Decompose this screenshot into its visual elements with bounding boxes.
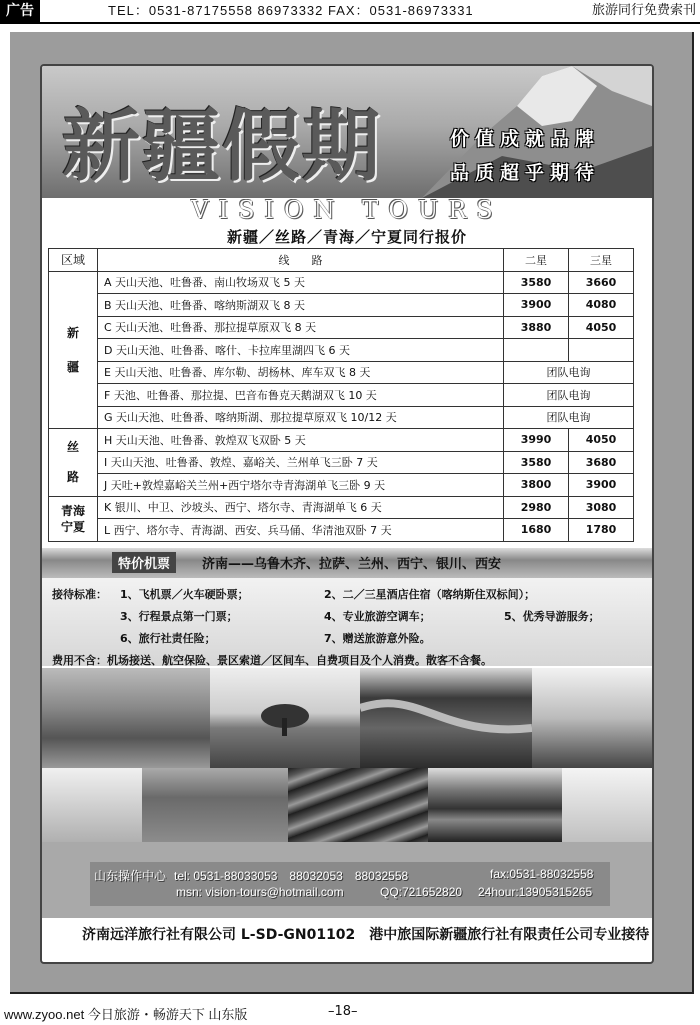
standard-item: 1、飞机票／火车硬卧票；: [120, 588, 249, 601]
mountain-lake-photo: [428, 768, 562, 842]
route-cell: G 天山天池、吐鲁番、喀纳斯湖、那拉提草原双飞 10/12 天: [98, 406, 504, 429]
header-three-star: 三星: [569, 249, 634, 272]
price-two-star: 3990: [504, 429, 569, 452]
standard-item: 6、旅行社责任险；: [120, 632, 216, 645]
price-three-star: 4050: [569, 316, 634, 339]
table-row: [49, 496, 634, 519]
banner-title: 新疆假期: [62, 101, 383, 192]
price-three-star: 4050: [569, 429, 634, 452]
slogan-line-1: 价值成就品牌: [450, 128, 601, 150]
table-row: [49, 474, 634, 497]
price-three-star: 3900: [569, 474, 634, 497]
table-row: [49, 294, 634, 317]
route-cell: H 天山天池、吐鲁番、敦煌双飞双卧 5 天: [98, 429, 504, 452]
banner: [42, 66, 652, 198]
table-row: [49, 519, 634, 542]
route-cell: B 天山天池、吐鲁番、喀纳斯湖双飞 8 天: [98, 294, 504, 317]
table-row: [49, 451, 634, 474]
route-cell: C 天山天池、吐鲁番、那拉提草原双飞 8 天: [98, 316, 504, 339]
ad-label: 广告: [0, 0, 40, 22]
standard-item: 2、二／三星酒店住宿（喀纳斯住双标间）；: [324, 588, 536, 601]
table-row: [49, 339, 634, 362]
cloud-photo: [562, 768, 652, 842]
river-icon: [360, 668, 532, 768]
price-two-star: 3800: [504, 474, 569, 497]
price-table-header: [49, 249, 634, 272]
price-two-star: 2980: [504, 496, 569, 519]
route-cell: L 西宁、塔尔寺、青海湖、西安、兵马俑、华清池双卧 7 天: [98, 519, 504, 542]
price-two-star: 1680: [504, 519, 569, 542]
price-two-star: [504, 339, 569, 362]
sand-dunes-photo: [288, 768, 428, 842]
header-region: 区域: [49, 249, 98, 272]
price-three-star: [569, 339, 634, 362]
slogan-line-2: 品质超乎期待: [450, 162, 601, 184]
region-silk-road: 丝 路: [49, 429, 98, 497]
price-table-title: 新疆／丝路／青海／宁夏同行报价: [226, 228, 467, 246]
contact-fax: fax:0531-88032558: [490, 867, 594, 881]
table-row: [49, 271, 634, 294]
river-valley-photo: [360, 668, 532, 768]
tree-icon: [210, 668, 360, 768]
operation-center: 山东操作中心: [94, 869, 167, 883]
header-contact: TEL：0531-87175558 86973332 FAX：0531-86973331: [108, 3, 474, 18]
table-row: [49, 384, 634, 407]
table-row: [49, 361, 634, 384]
price-three-star: 4080: [569, 294, 634, 317]
special-fare-destinations: 济南——乌鲁木齐、拉萨、兰州、西宁、银川、西安: [202, 557, 502, 572]
contact-hotline: 24hour:13905315265: [478, 885, 593, 899]
special-fare-tag: 特价机票: [112, 552, 176, 573]
grassland-road-photo: [142, 768, 288, 842]
group-inquiry: 团队电询: [504, 361, 634, 384]
price-two-star: 3880: [504, 316, 569, 339]
group-inquiry: 团队电询: [504, 406, 634, 429]
contact-qq: QQ:721652820: [380, 885, 463, 899]
table-row: [49, 406, 634, 429]
river-forest-photo: [42, 668, 210, 768]
contact-tel: tel: 0531-88033053 88032053 88032558: [174, 869, 409, 883]
footer-site: www.zyoo.net 今日旅游・畅游天下 山东版: [4, 1007, 248, 1022]
agency-line: 济南远洋旅行社有限公司 L-SD-GN01102 港中旅国际新疆旅行社有限责任公司专业接待: [82, 927, 650, 943]
price-three-star: 3660: [569, 271, 634, 294]
group-inquiry: 团队电询: [504, 384, 634, 407]
region-xinjiang: 新 疆: [49, 271, 98, 429]
brand-logo: VISION TOURS: [191, 199, 503, 221]
header-index-label: 旅游同行免费索刊: [591, 3, 696, 18]
route-cell: D 天山天池、吐鲁番、喀什、卡拉库里湖四飞 6 天: [98, 339, 504, 362]
price-three-star: 3080: [569, 496, 634, 519]
advert-card: [40, 64, 654, 964]
price-three-star: 3680: [569, 451, 634, 474]
poplar-trees-photo: [532, 668, 652, 768]
contact-msn: msn: vision-tours@hotmail.com: [176, 885, 344, 899]
standards-label: 接待标准：: [52, 588, 107, 601]
price-table: [48, 248, 634, 542]
route-cell: F 天池、吐鲁番、那拉提、巴音布鲁克天鹅湖双飞 10 天: [98, 384, 504, 407]
standard-item: 3、行程景点第一门票；: [120, 610, 238, 623]
standard-item: 7、赠送旅游意外险。: [324, 632, 431, 645]
price-three-star: 1780: [569, 519, 634, 542]
region-qinghai-ningxia: 青海 宁夏: [49, 496, 98, 541]
standard-item: 5、优秀导游服务；: [504, 610, 600, 623]
route-cell: J 天吐+敦煌嘉峪关兰州+西宁塔尔寺青海湖单飞三卧 9 天: [98, 474, 504, 497]
price-two-star: 3580: [504, 271, 569, 294]
route-cell: E 天山天池、吐鲁番、库尔勒、胡杨林、库车双飞 8 天: [98, 361, 504, 384]
price-two-star: 3580: [504, 451, 569, 474]
header-route: 线 路: [98, 249, 504, 272]
page-number: –18–: [328, 1004, 358, 1019]
top-bar: [0, 0, 700, 24]
route-cell: A 天山天池、吐鲁番、南山牧场双飞 5 天: [98, 271, 504, 294]
sky-photo: [42, 768, 142, 842]
cost-exclusions: 费用不含：机场接送、航空保险、景区索道／区间车、自费项目及个人消费。散客不含餐。: [52, 654, 492, 667]
route-cell: I 天山天池、吐鲁番、敦煌、嘉峪关、兰州单飞三卧 7 天: [98, 451, 504, 474]
page-footer: [0, 1000, 700, 1025]
table-row: [49, 316, 634, 339]
standard-item: 4、专业旅游空调车；: [324, 610, 431, 623]
table-row: [49, 429, 634, 452]
desert-tree-photo: [210, 668, 360, 768]
price-two-star: 3900: [504, 294, 569, 317]
header-two-star: 二星: [504, 249, 569, 272]
route-cell: K 银川、中卫、沙坡头、西宁、塔尔寺、青海湖单飞 6 天: [98, 496, 504, 519]
